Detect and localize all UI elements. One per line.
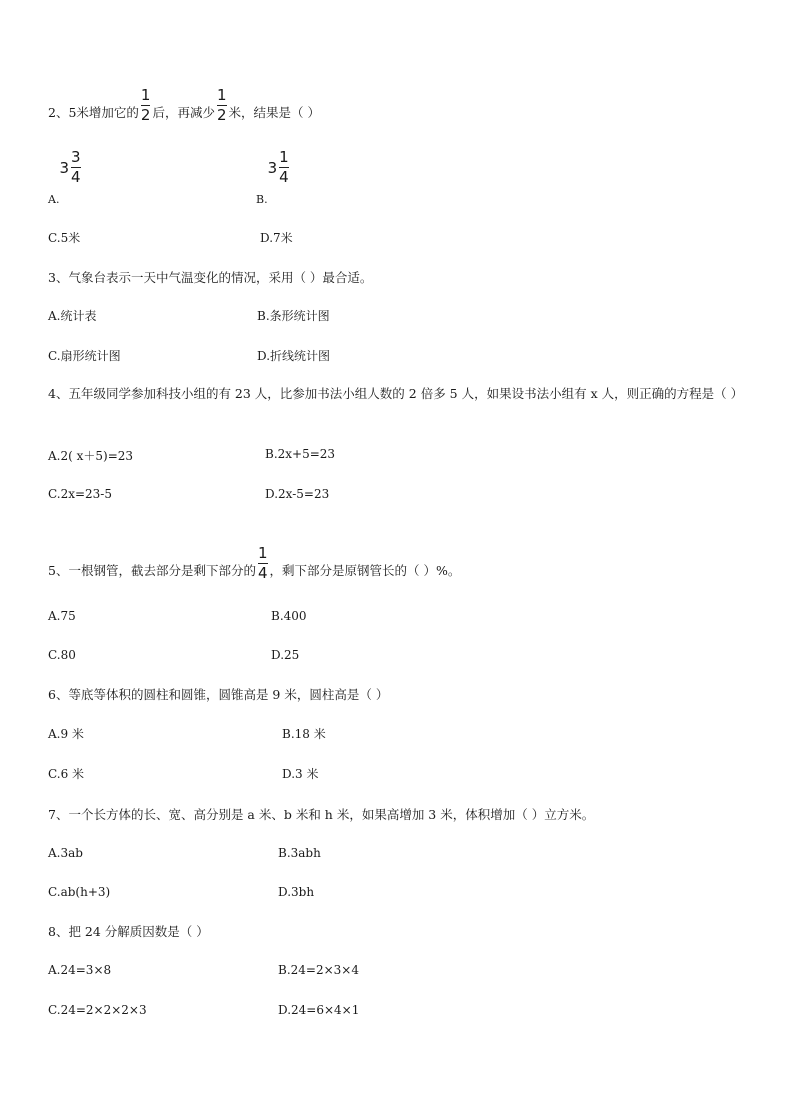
q2-option-a[interactable]	[48, 148, 83, 206]
q3-option-c[interactable]: C.扇形统计图	[48, 349, 121, 363]
q5-stem-part-a: 5、一根钢管，截去部分是剩下部分的	[48, 563, 256, 578]
fraction-denominator: 4	[71, 168, 81, 186]
q2-stem-part-c: 米，结果是（ ）	[228, 105, 320, 120]
question-8-stem: 8、把 24 分解质因数是（ ）	[48, 924, 209, 939]
fraction-denominator: 4	[257, 564, 268, 582]
question-5-stem	[48, 544, 461, 589]
fraction-numerator: 1	[216, 86, 227, 104]
q7-option-b[interactable]: B.3abh	[278, 846, 321, 860]
fraction-numerator: 1	[279, 148, 289, 166]
option-label: B.	[256, 193, 268, 206]
mixed-number	[59, 148, 82, 195]
q4-option-d[interactable]: D.2x-5=23	[265, 487, 330, 501]
q2-option-b[interactable]	[256, 148, 291, 206]
q3-option-d[interactable]: D.折线统计图	[257, 349, 331, 363]
q4-option-b[interactable]: B.2x+5=23	[265, 447, 336, 461]
q4-option-a[interactable]: A.2( x＋5)=23	[48, 449, 134, 463]
fraction-one-quarter	[258, 546, 268, 581]
q6-option-a[interactable]: A.9 米	[48, 727, 84, 741]
fraction-denominator: 2	[216, 106, 227, 124]
q7-option-a[interactable]: A.3ab	[48, 846, 83, 860]
q6-option-b[interactable]: B.18 米	[282, 727, 326, 741]
q7-option-d[interactable]: D.3bh	[278, 885, 315, 899]
fraction-denominator: 2	[140, 106, 151, 124]
q8-option-b[interactable]: B.24=2×3×4	[278, 963, 359, 977]
q5-stem-part-b: ，剩下部分是原钢管长的（ ）%。	[269, 563, 461, 578]
fraction-numerator: 3	[71, 148, 81, 166]
question-4-stem: 4、五年级同学参加科技小组的有 23 人，比参加书法小组人数的 2 倍多 5 人，如果设书法小组有 x 人，则正确的方程是（ ）	[48, 386, 744, 401]
q2-stem-part-a: 2、5米增加它的	[48, 105, 139, 120]
mixed-whole: 3	[267, 158, 278, 177]
q8-option-a[interactable]: A.24=3×8	[48, 963, 112, 977]
q2-option-d[interactable]: D.7米	[260, 231, 293, 245]
q3-option-a[interactable]: A.统计表	[48, 309, 97, 323]
question-7-stem: 7、一个长方体的长、宽、高分别是 a 米、b 米和 h 米，如果高增加 3 米，体积增加（ ）立方米。	[48, 807, 595, 822]
q8-option-c[interactable]: C.24=2×2×2×3	[48, 1003, 147, 1017]
question-2-stem	[48, 86, 320, 131]
question-3-stem: 3、气象台表示一天中气温变化的情况，采用（ ）最合适。	[48, 270, 373, 285]
q2-stem-part-b: 后，再减少	[152, 105, 215, 120]
fraction-numerator: 1	[140, 86, 151, 104]
fraction-denominator: 4	[279, 168, 289, 186]
q2-option-c[interactable]: C.5米	[48, 231, 81, 245]
fraction-one-half	[217, 88, 227, 123]
q5-option-a[interactable]: A.75	[48, 609, 76, 623]
fraction-one-half	[141, 88, 151, 123]
q3-option-b[interactable]: B.条形统计图	[257, 309, 330, 323]
question-6-stem: 6、等底等体积的圆柱和圆锥，圆锥高是 9 米，圆柱高是（ ）	[48, 687, 389, 702]
mixed-whole: 3	[59, 158, 69, 177]
q6-option-c[interactable]: C.6 米	[48, 767, 85, 781]
fraction-numerator: 1	[257, 544, 268, 562]
q6-option-d[interactable]: D.3 米	[282, 767, 319, 781]
q8-option-d[interactable]: D.24=6×4×1	[278, 1003, 360, 1017]
mixed-number	[267, 148, 291, 195]
option-label: A.	[48, 193, 60, 206]
q5-option-b[interactable]: B.400	[271, 609, 307, 623]
q4-option-c[interactable]: C.2x=23-5	[48, 487, 112, 501]
q5-option-c[interactable]: C.80	[48, 648, 76, 662]
q5-option-d[interactable]: D.25	[271, 648, 300, 662]
q7-option-c[interactable]: C.ab(h+3)	[48, 885, 111, 899]
